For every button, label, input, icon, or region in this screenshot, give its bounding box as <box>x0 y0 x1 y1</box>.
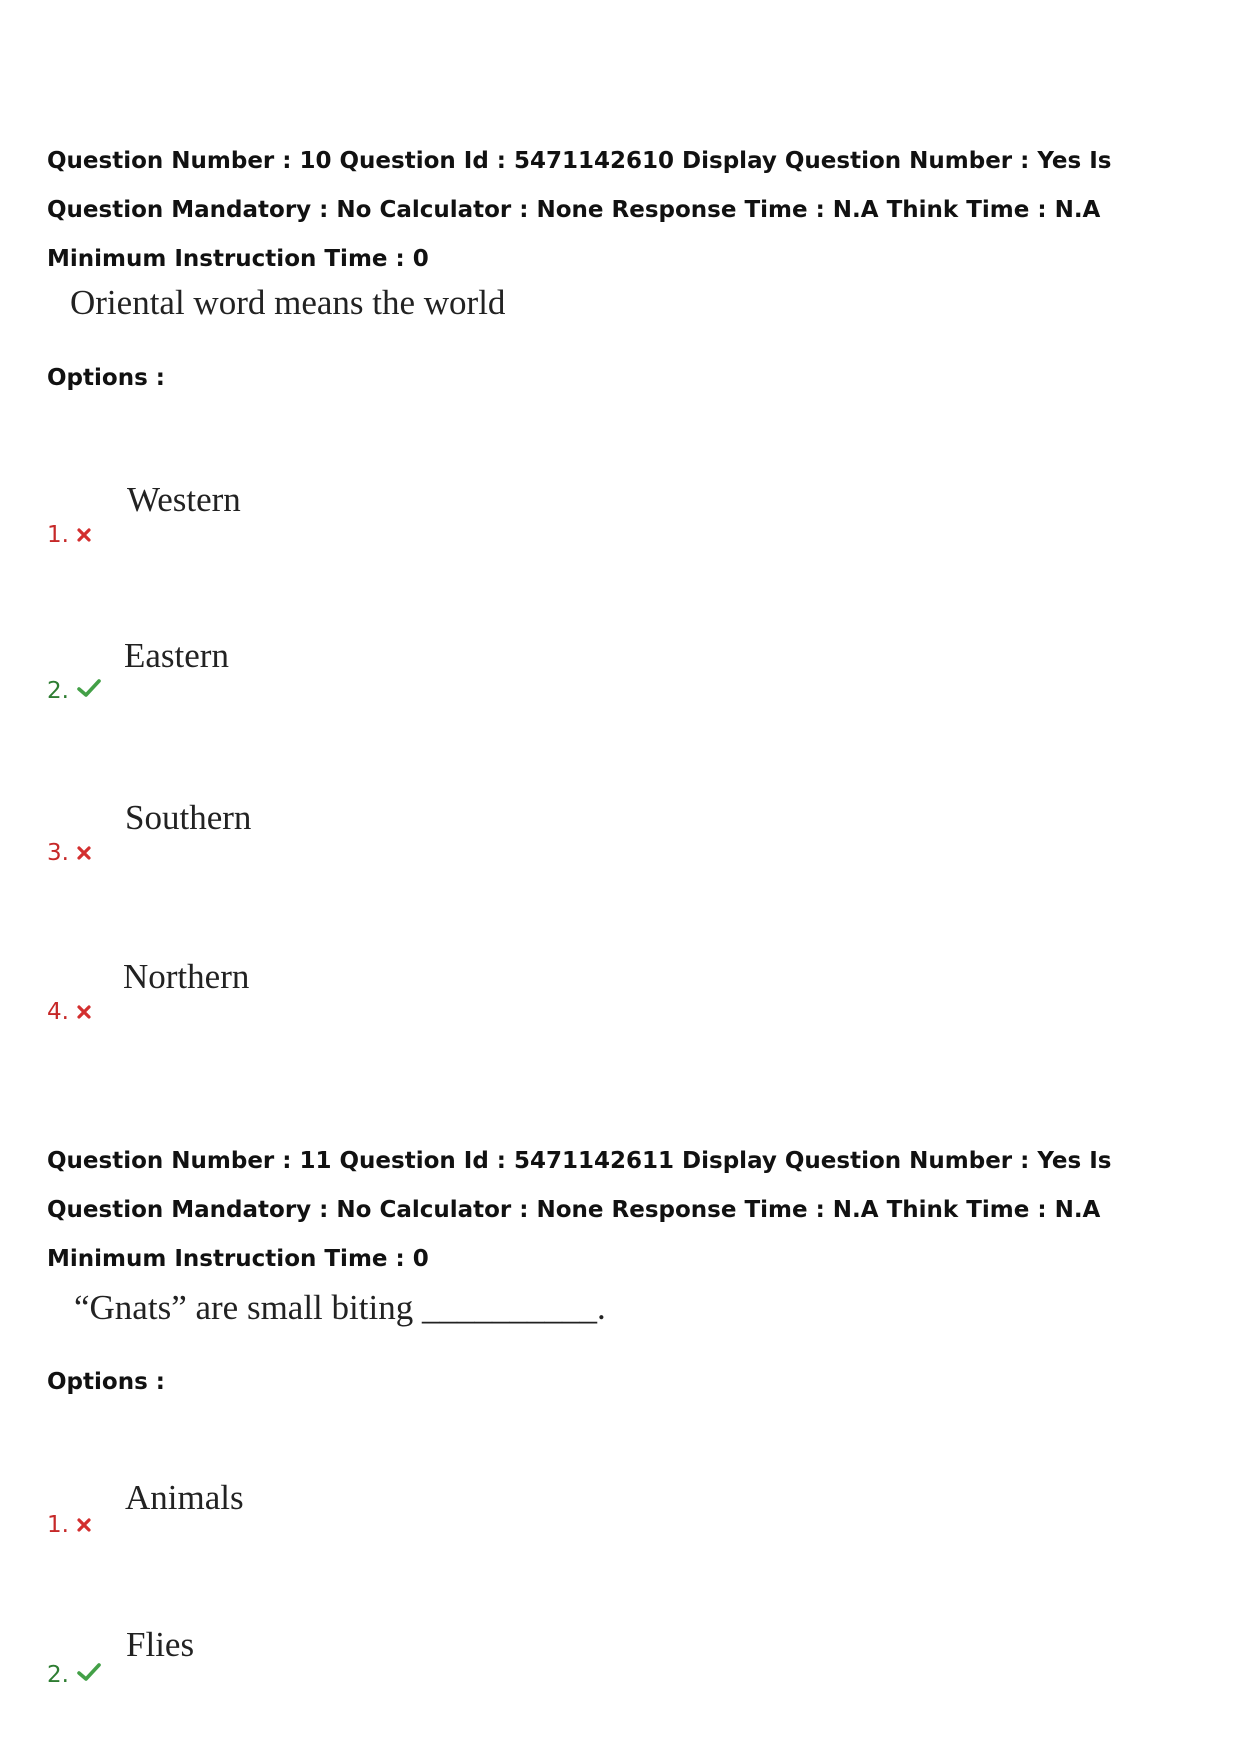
option-number-label: 2. <box>47 1662 69 1688</box>
option-number <box>47 1512 91 1538</box>
options-label: Options : <box>47 1369 165 1395</box>
option-text: Southern <box>125 798 252 837</box>
option-number <box>47 522 91 548</box>
question-text: “Gnats” are small biting __________. <box>74 1288 606 1327</box>
cross-icon <box>77 1512 91 1538</box>
check-icon <box>77 678 101 704</box>
option-text: Western <box>127 480 241 519</box>
question-header: Question Number : 10 Question Id : 5471142610 Display Question Number : Yes Is Question Mandatory : No Calculator : None Response Time : N.A Think Time : N.A Minimum Instruction Time : 0 <box>47 148 1112 272</box>
check-icon <box>77 1662 101 1688</box>
cross-icon <box>77 999 91 1025</box>
cross-icon <box>77 840 91 866</box>
option-number-label: 3. <box>47 840 69 866</box>
option-number-label: 2. <box>47 678 69 704</box>
cross-icon <box>77 522 91 548</box>
question-header: Question Number : 11 Question Id : 5471142611 Display Question Number : Yes Is Question Mandatory : No Calculator : None Response Time : N.A Think Time : N.A Minimum Instruction Time : 0 <box>47 1148 1112 1272</box>
option-text: Flies <box>126 1625 195 1664</box>
option-number-label: 1. <box>47 522 69 548</box>
option-number-label: 4. <box>47 999 69 1025</box>
options-label: Options : <box>47 365 165 391</box>
option-number <box>47 678 101 704</box>
option-number-label: 1. <box>47 1512 69 1538</box>
option-number <box>47 840 91 866</box>
option-text: Northern <box>123 957 250 996</box>
option-number <box>47 1662 101 1688</box>
option-text: Animals <box>125 1478 244 1517</box>
option-text: Eastern <box>124 636 229 675</box>
option-number <box>47 999 91 1025</box>
question-text: Oriental word means the world <box>70 283 506 322</box>
